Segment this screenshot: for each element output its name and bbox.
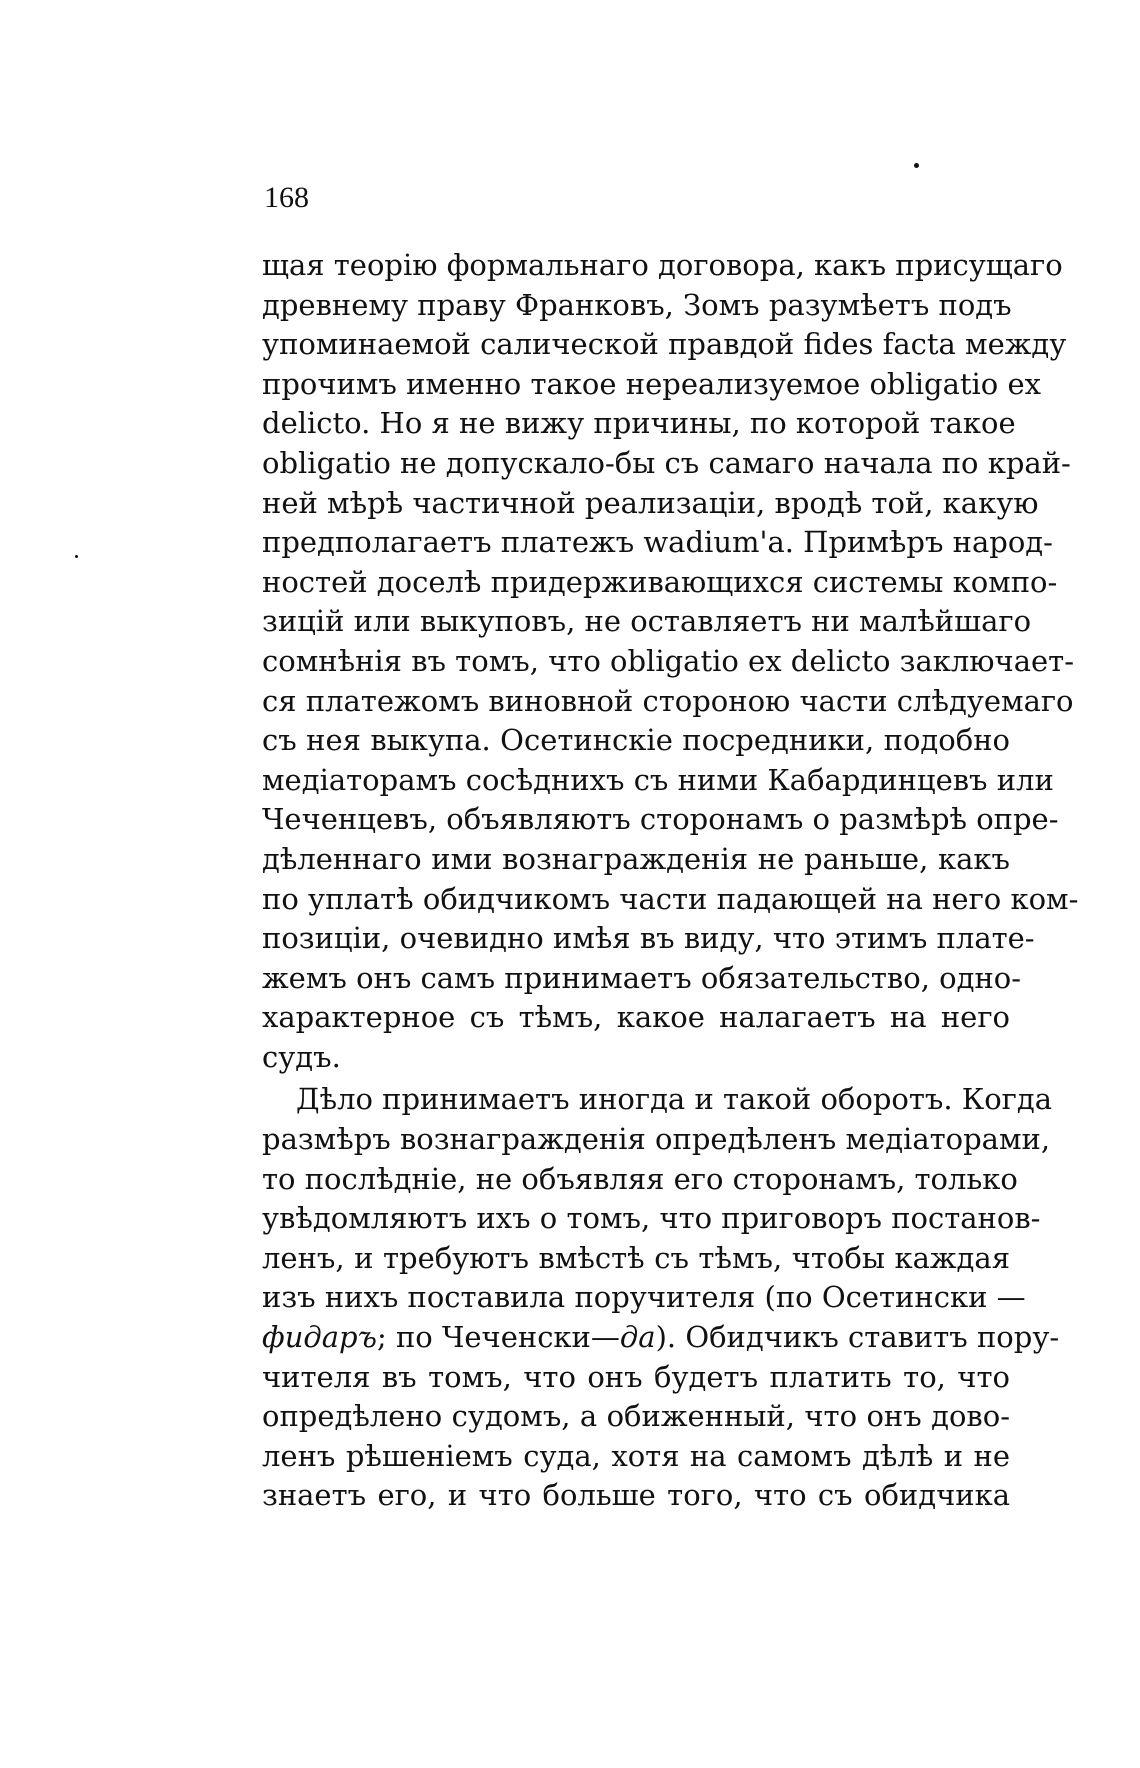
text-line: ленъ, и требуютъ вмѣстѣ съ тѣмъ, чтобы каждая	[262, 1240, 1010, 1275]
text-line: прочимъ именно такое нереализуемое obligatio ex	[262, 366, 1042, 401]
text-line: то послѣдніе, не объявляя его сторонамъ, только	[262, 1161, 1018, 1196]
ink-speck	[914, 163, 919, 168]
text-line: упоминаемой салической правдой fides facta между	[262, 327, 1067, 362]
text-line: Чеченцевъ, объявляютъ сторонамъ о размѣрѣ опре-	[262, 802, 1059, 837]
text-line: медіаторамъ сосѣднихъ съ ними Кабардинцевъ или	[262, 762, 1054, 797]
text-line	[262, 1318, 1060, 1358]
body-text	[262, 246, 1079, 1516]
text-line: увѣдомляютъ ихъ о томъ, что приговоръ постанов-	[262, 1201, 1041, 1236]
text-line: древнему праву Франковъ, Зомъ разумѣетъ подъ	[262, 287, 1012, 322]
text-line: размѣръ вознагражденія опредѣленъ медіаторами,	[262, 1122, 1051, 1157]
page-number: 168	[264, 181, 309, 214]
text-line: щая теорію формальнаго договора, какъ присущаго	[262, 248, 1063, 282]
text-fragment: ; по Чеченски—	[376, 1320, 620, 1355]
text-line: предполагаетъ платежъ wadium'a. Примѣръ народ-	[262, 525, 1053, 560]
text-line: изъ нихъ поставила поручителя (по Осетински —	[262, 1280, 1026, 1315]
text-line: опредѣлено судомъ, а обиженный, что онъ дово-	[262, 1399, 1010, 1434]
text-line: obligatio не допускало-бы съ самаго начала по край-	[262, 445, 1071, 480]
text-line: Дѣло принимаетъ иногда и такой оборотъ. Когда	[296, 1082, 1053, 1117]
text-line: ностей доселѣ придерживающихся системы компо-	[262, 564, 1058, 599]
paragraph	[262, 246, 1079, 1077]
paragraph	[262, 1080, 1060, 1516]
ink-speck	[75, 555, 78, 558]
text-line: дѣленнаго ими вознагражденія не раньше, какъ	[262, 841, 1010, 876]
text-line: по уплатѣ обидчикомъ части падающей на него ком-	[262, 881, 1079, 916]
text-line: позиціи, очевидно имѣя въ виду, что этимъ плате-	[262, 921, 1035, 956]
italic-term: да	[619, 1320, 656, 1355]
text-line: съ нея выкупа. Осетинскіе посредники, подобно	[262, 723, 1010, 758]
text-fragment: ). Обидчикъ ставитъ пору-	[655, 1320, 1060, 1355]
text-line: характерное съ тѣмъ, какое налагаетъ на него	[262, 1000, 1010, 1035]
text-line: знаетъ его, и что больше того, что съ обидчика	[262, 1478, 1010, 1513]
text-line: сомнѣнія въ томъ, что obligatio ex delicto заключает-	[262, 643, 1075, 678]
text-line: зицій или выкуповъ, не оставляетъ ни малѣйшаго	[262, 604, 1032, 639]
text-line: судъ.	[262, 1039, 341, 1074]
text-line: ленъ рѣшеніемъ суда, хотя на самомъ дѣлѣ и не	[262, 1438, 1010, 1473]
text-line: ней мѣрѣ частичной реализаціи, вродѣ той, какую	[262, 485, 1039, 520]
text-line: ся платежомъ виновной стороною части слѣдуемаго	[262, 683, 1074, 718]
italic-term: фидаръ	[262, 1320, 377, 1355]
text-line: жемъ онъ самъ принимаетъ обязательство, одно-	[262, 960, 1022, 995]
text-line: чителя въ томъ, что онъ будетъ платить то, что	[262, 1359, 1010, 1394]
text-line: delicto. Но я не вижу причины, по которой такое	[262, 406, 1016, 441]
